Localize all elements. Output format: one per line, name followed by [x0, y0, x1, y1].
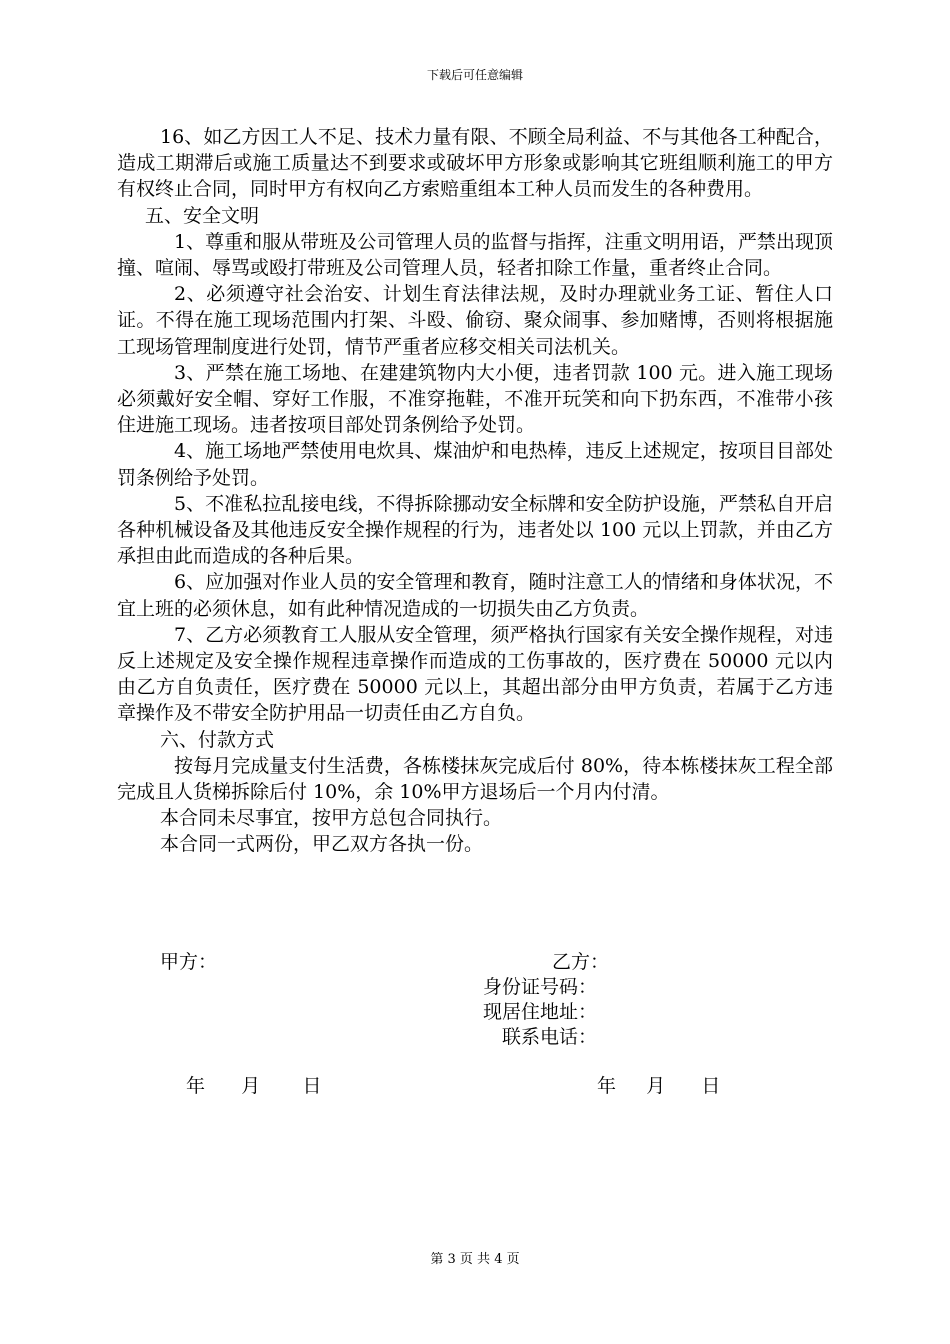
closing-clause-2: 本合同一式两份，甲乙双方各执一份。 [160, 833, 484, 856]
section-payment-heading: 六、付款方式 [160, 728, 275, 751]
party-a-label: 甲方： [160, 951, 218, 973]
contract-body [117, 124, 833, 858]
date-left: 年 月 日 [186, 1075, 322, 1097]
payment-terms: 按每月完成量支付生活费，各栋楼抹灰完成后付 80%，待本栋楼抹灰工程全部完成且人货梯拆除后付 10%，余 10%甲方退场后一个月内付清。 [117, 754, 833, 804]
party-b-label: 乙方： [552, 951, 610, 973]
safety-item-7: 7、乙方必须教育工人服从安全管理，须严格执行国家有关安全操作规程，对违反上述规定及安全操作规程违章操作而造成的工伤事故的，医疗费在 50000 元以内由乙方自负责任，医疗费在 50000 元以上，其超出部分由甲方负责，若属于乙方违章操作及不带安全防护用品一切责任由乙方自负。 [117, 623, 833, 725]
address-label: 现居住地址： [483, 1001, 598, 1023]
safety-item-3: 3、严禁在施工场地、在建建筑物内大小便，违者罚款 100 元。进入施工现场必须戴好安全帽、穿好工作服，不准穿拖鞋，不准开玩笑和向下扔东西，不准带小孩住进施工现场。违者按项目部处罚条例给予处罚。 [117, 361, 833, 437]
id-number-label: 身份证号码： [483, 976, 598, 998]
clause-16: 16、如乙方因工人不足、技术力量有限、不顾全局利益、不与其他各工种配合，造成工期滞后或施工质量达不到要求或破坏甲方形象或影响其它班组顺利施工的甲方有权终止合同，同时甲方有权向乙方索赔重组本工种人员而发生的各种费用。 [117, 126, 833, 201]
page-header: 下载后可任意编辑 [426, 68, 523, 82]
safety-item-4: 4、施工场地严禁使用电炊具、煤油炉和电热棒，违反上述规定，按项目目部处罚条例给予处罚。 [117, 440, 833, 489]
phone-label: 联系电话： [502, 1026, 598, 1048]
safety-item-2: 2、必须遵守社会治安、计划生育法律法规，及时办理就业务工证、暂住人口证。不得在施工现场范围内打架、斗殴、偷窃、聚众闹事、参加赌博，否则将根据施工现场管理制度进行处罚，情节严重者应移交相关司法机关。 [117, 283, 833, 358]
safety-item-5: 5、不准私拉乱接电线，不得拆除挪动安全标牌和安全防护设施，严禁私自开启各种机械设备及其他违反安全操作规程的行为，违者处以 100 元以上罚款，并由乙方承担由此而造成的各种后果。 [117, 492, 833, 568]
section-safety-heading: 五、安全文明 [145, 204, 260, 227]
date-right: 年 月 日 [597, 1075, 721, 1097]
page-footer: 第 3 页 共 4 页 [430, 1252, 520, 1267]
safety-item-1: 1、尊重和服从带班及公司管理人员的监督与指挥，注重文明用语，严禁出现顶撞、喧闹、辱骂或殴打带班及公司管理人员，轻者扣除工作量，重者终止合同。 [117, 230, 833, 280]
safety-item-6: 6、应加强对作业人员的安全管理和教育，随时注意工人的情绪和身体状况，不宜上班的必须休息，如有此种情况造成的一切损失由乙方负责。 [117, 571, 833, 620]
closing-clause-1: 本合同未尽事宜，按甲方总包合同执行。 [160, 807, 503, 830]
